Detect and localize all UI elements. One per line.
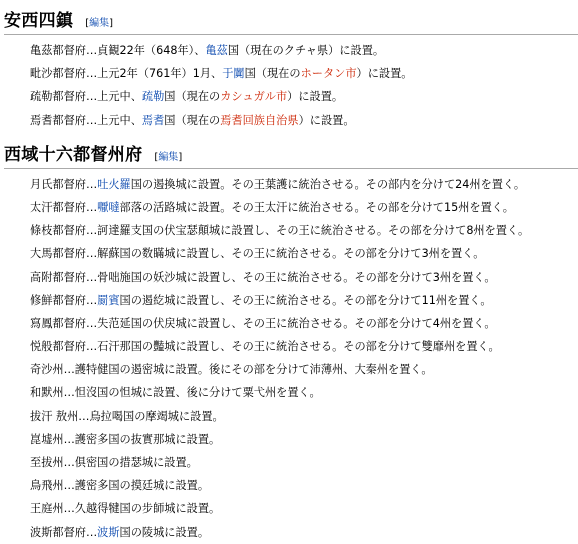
wiki-link[interactable]: ホータン市 <box>300 67 357 81</box>
item-text: 大馬都督府…解蘇国の数瞞城に設置し、その王に統治させる。その部を分けて3州を置く。 <box>30 247 485 261</box>
item-text: 部落の活路城に設置。その王太汗に統治させる。その部を分けて15州を置く。 <box>119 200 514 214</box>
item-text: ）に設置。 <box>298 113 355 127</box>
item-text: 鳥飛州…護密多国の摸廷城に設置。 <box>30 479 210 493</box>
item-text: 国の陵城に設置。 <box>119 525 210 539</box>
item-text: 寫鳳都督府…失范延国の伏戻城に設置し、その王に統治させる。その部を分けて4州を置く。 <box>30 316 496 330</box>
list-item <box>30 312 578 335</box>
wiki-link[interactable]: 波斯 <box>97 525 120 539</box>
wiki-link[interactable]: 亀茲 <box>205 44 228 57</box>
wiki-link[interactable]: カシュガル市 <box>220 90 288 104</box>
item-text: 疏勒都督府…上元中、 <box>30 90 142 104</box>
list-item <box>30 521 578 544</box>
wiki-link[interactable]: 疏勒 <box>141 90 165 104</box>
wiki-link[interactable]: 于闐 <box>222 67 245 81</box>
anxi-list <box>0 39 578 132</box>
edit-link[interactable]: 編集 <box>89 18 110 29</box>
list-item <box>30 497 578 520</box>
item-text: ）に設置。 <box>287 90 344 104</box>
item-text: 波斯都督府… <box>30 525 98 539</box>
item-text: 王庭州…久越得犍国の步師城に設置。 <box>30 502 221 516</box>
list-item <box>30 109 578 132</box>
section-title: 西域十六都督州府 <box>4 144 143 165</box>
item-text: 国の遏換城に設置。その王葉護に統治させる。その部内を分けて24州を置く。 <box>130 177 526 191</box>
item-text: 高附都督府…骨咄施国の妖沙城に設置し、その王に統治させる。その部を分けて3州を置く。 <box>30 270 496 284</box>
wiki-link[interactable]: 焉耆 <box>141 113 165 127</box>
list-item <box>30 358 578 381</box>
edit-bracket-open: [ <box>85 18 90 29</box>
wiki-link[interactable]: 焉耆回族自治県 <box>220 113 299 127</box>
list-item <box>30 266 578 289</box>
edit-section-link[interactable] <box>154 148 182 163</box>
item-text: 国（現在の <box>164 113 221 127</box>
list-item <box>30 381 578 404</box>
list-item <box>30 173 578 196</box>
item-text: 国（現在の <box>244 67 301 81</box>
list-item <box>30 474 578 497</box>
item-text: 拔汗 敖州…烏拉喝国の摩竭城に設置。 <box>30 409 224 423</box>
item-text: 毗沙都督府…上元2年（761年）1月、 <box>30 67 223 81</box>
item-text: 崑墟州…護密多国の抜實那城に設置。 <box>30 432 221 446</box>
list-item <box>30 242 578 265</box>
item-text: 和默州…怛沒国の怛城に設置、後に分けて粟弋州を置く。 <box>30 386 321 400</box>
list-item <box>30 196 578 219</box>
item-text: 條枝都督府…訶達羅支国の伏宝瑟顛城に設置し、その王に統治させる。その部を分けて8州を置く。 <box>30 224 530 238</box>
list-item <box>30 85 578 108</box>
wiki-link[interactable]: 罽賓 <box>97 293 120 307</box>
list-item <box>30 39 578 62</box>
list-item <box>30 335 578 358</box>
list-item <box>30 219 578 242</box>
list-item <box>30 62 578 85</box>
item-text: 奇沙州…護特健国の遏密城に設置。後にその部を分けて沛薄州、大秦州を置く。 <box>30 363 433 377</box>
edit-bracket-close: ] <box>178 151 183 163</box>
section-heading-xiyu <box>4 140 578 169</box>
item-text: 焉耆都督府…上元中、 <box>30 113 142 127</box>
xiyu-list <box>0 173 578 544</box>
list-item <box>30 405 578 428</box>
item-text: 月氏都督府… <box>30 177 98 191</box>
list-item <box>30 451 578 474</box>
item-text: ）に設置。 <box>356 67 413 81</box>
list-item <box>30 428 578 451</box>
item-text: 悦般都督府…石汗那国の豔城に設置し、その王に統治させる。その部を分けて雙靡州を置く。 <box>30 340 500 354</box>
edit-bracket-open: [ <box>154 151 159 163</box>
item-text: 国（現在のクチャ県）に設置。 <box>227 44 385 57</box>
edit-section-link[interactable] <box>85 14 113 29</box>
section-title: 安西四鎮 <box>4 11 74 31</box>
item-text: 国（現在の <box>164 90 221 104</box>
item-text: 至拔州…俱密国の措瑟城に設置。 <box>30 456 198 469</box>
wiki-link[interactable]: 吐火羅 <box>97 177 131 191</box>
item-text: 太汗都督府… <box>30 200 98 214</box>
item-text: 国の遏紇城に設置し、その王に統治させる。その部を分けて11州を置く。 <box>119 293 492 307</box>
edit-bracket-close: ] <box>109 18 114 29</box>
item-text: 亀茲都督府…貞観22年（648年）、 <box>30 44 206 57</box>
item-text: 修鮮都督府… <box>30 293 98 307</box>
wiki-link[interactable]: 嚈噠 <box>97 200 120 214</box>
edit-link[interactable]: 編集 <box>158 151 179 163</box>
list-item <box>30 289 578 312</box>
section-heading-anxi <box>4 6 578 35</box>
